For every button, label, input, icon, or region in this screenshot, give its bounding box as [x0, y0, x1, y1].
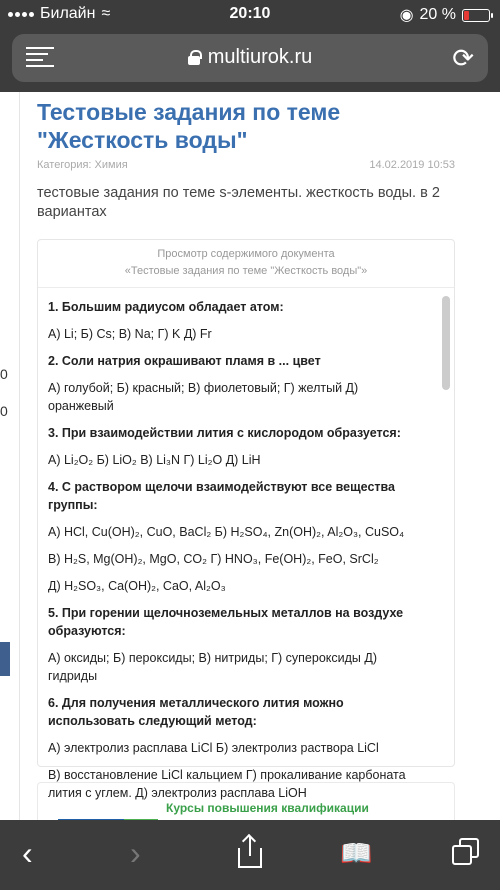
answer-options: В) H₂S, Mg(OH)₂, MgO, CO₂ Г) HNO₃, Fe(OH)₂, FeO, SrCl₂ [48, 552, 379, 566]
sidebar-number[interactable]: 0 [0, 366, 8, 382]
answer-options: А) голубой; Б) красный; В) фиолетовый; Г) желтый Д) оранжевый [48, 381, 359, 413]
carrier-name: Билайн [40, 5, 96, 22]
sidebar-number[interactable]: 0 [0, 403, 8, 419]
status-bar [0, 0, 500, 30]
battery-percent: 20 % [419, 6, 456, 23]
browser-address-bar [0, 30, 500, 92]
share-icon[interactable] [238, 838, 262, 868]
web-page [0, 92, 500, 820]
question-text: 6. Для получения металлического лития можно использовать следующий метод: [48, 696, 344, 728]
answer-options: А) Li; Б) Cs; В) Na; Г) K Д) Fr [48, 327, 212, 341]
viewer-header-doc-title: «Тестовые задания по теме "Жесткость воды"» [124, 265, 368, 277]
article-category[interactable]: Категория: Химия [37, 159, 128, 171]
viewer-scrollbar[interactable] [442, 296, 450, 390]
battery-icon [462, 9, 490, 22]
bookmarks-icon[interactable]: 📖 [340, 838, 373, 868]
question-text: 3. При взаимодействии лития с кислородом образуется: [48, 426, 401, 440]
wifi-icon: ≈ [101, 5, 111, 22]
tabs-icon[interactable] [452, 838, 480, 866]
answer-options: А) оксиды; Б) пероксиды; В) нитриды; Г) супероксиды Д) гидриды [48, 651, 378, 683]
left-sidebar-edge [0, 92, 20, 820]
article-description: тестовые задания по теме s-элементы. жесткость воды. в 2 вариантах [37, 185, 440, 220]
document-viewer[interactable] [37, 239, 455, 800]
url-text: multiurok.ru [207, 46, 313, 68]
orientation-lock-icon: ◉ [399, 7, 414, 24]
article-date: 14.02.2019 10:53 [369, 159, 455, 171]
back-icon[interactable]: ‹ [22, 835, 33, 871]
question-text: 2. Соли натрия окрашивают пламя в ... цвет [48, 354, 321, 368]
forward-icon[interactable]: › [130, 835, 141, 871]
question-text: 4. С раствором щелочи взаимодействуют все вещества группы: [48, 480, 396, 512]
reload-icon[interactable]: ⟳ [452, 43, 474, 73]
browser-toolbar [0, 820, 500, 890]
viewer-header-line: Просмотр содержимого документа [157, 248, 335, 260]
status-time: 20:10 [229, 5, 271, 22]
article-meta [37, 159, 455, 171]
article-title: Тестовые задания по теме "Жесткость воды" [37, 99, 341, 153]
answer-options: В) восстановление LiCl кальцием Г) прокаливание карбоната лития с углем. Д) электролиз расплава LiOH [48, 768, 406, 800]
viewer-header [38, 240, 454, 288]
promo-label[interactable]: Курсы повышения квалификации [166, 801, 369, 815]
answer-options: А) HCl, Cu(OH)₂, CuO, BaCl₂ Б) H₂SO₄, Zn(OH)₂, Al₂O₃, CuSO₄ [48, 525, 405, 539]
lock-icon [188, 50, 200, 64]
question-text: 5. При горении щелочноземельных металлов на воздухе образуются: [48, 606, 404, 638]
document-content[interactable] [38, 288, 454, 800]
answer-options: А) Li₂O₂ Б) LiO₂ В) Li₃N Г) Li₂O Д) LiH [48, 453, 261, 467]
status-right [400, 5, 490, 25]
question-text: 1. Большим радиусом обладает атом: [48, 300, 284, 314]
url-display[interactable] [12, 46, 488, 69]
answer-options: А) электролиз расплава LiCl Б) электролиз раствора LiCl [48, 741, 379, 755]
url-field[interactable] [12, 34, 488, 82]
answer-options: Д) H₂SO₃, Ca(OH)₂, CaO, Al₂O₃ [48, 579, 226, 593]
sidebar-block[interactable] [0, 642, 10, 676]
